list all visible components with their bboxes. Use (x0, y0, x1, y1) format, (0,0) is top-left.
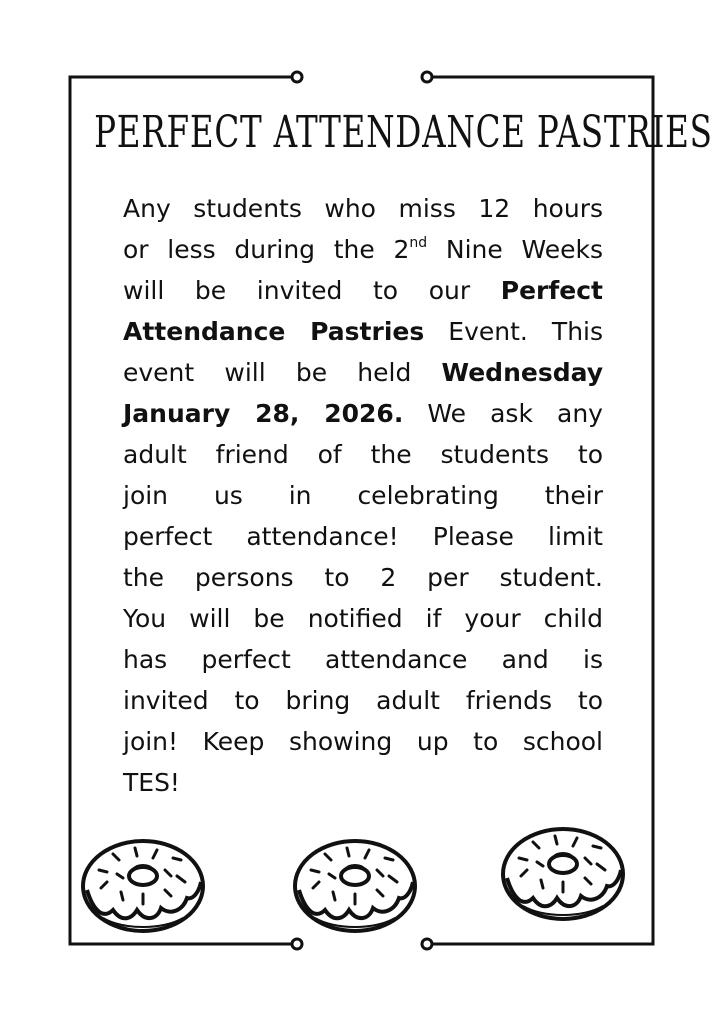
donut-icon (295, 841, 415, 931)
donut-icon (503, 829, 623, 919)
body-line (123, 598, 603, 639)
body-line (123, 721, 603, 762)
body-text: or less during the 2 (123, 235, 410, 264)
body-text: We ask any (403, 399, 603, 428)
body-line (123, 393, 603, 434)
body-line (123, 762, 603, 803)
body-line (123, 270, 603, 311)
body-text: join us in celebrating their (123, 481, 603, 510)
bold-text: January 28, 2026. (123, 399, 404, 428)
body-line (123, 639, 603, 680)
body-line (123, 352, 603, 393)
body-line (123, 680, 603, 721)
body-text: Any students who miss 12 hours (123, 194, 603, 223)
body-text: invited to bring adult friends to (123, 686, 603, 715)
bold-text: Attendance Pastries (123, 317, 425, 346)
bold-text: Perfect (500, 276, 603, 305)
body-line (123, 434, 603, 475)
body-text: has perfect attendance and is (123, 645, 603, 674)
body-line (123, 516, 603, 557)
body-text: Nine Weeks (427, 235, 603, 264)
body-line (123, 311, 603, 352)
donut-icon (83, 841, 203, 931)
body-line (123, 188, 603, 229)
bold-text: Wednesday (441, 358, 603, 387)
body-text: the persons to 2 per student. (123, 563, 603, 592)
body-text: will be invited to our (123, 276, 501, 305)
body-text: Event. This (424, 317, 604, 346)
body-text: TES! (123, 768, 180, 797)
announcement-body (123, 188, 603, 803)
body-line (123, 557, 603, 598)
body-text: adult friend of the students to (123, 440, 603, 469)
page-title: PERFECT ATTENDANCE PASTRIES (94, 107, 713, 158)
body-line (123, 229, 603, 270)
body-text: perfect attendance! Please limit (123, 522, 603, 551)
body-text: join! Keep showing up to school (123, 727, 603, 756)
body-text: You will be notified if your child (123, 604, 603, 633)
superscript-text: nd (409, 235, 428, 251)
body-text: event will be held (123, 358, 442, 387)
body-line (123, 475, 603, 516)
